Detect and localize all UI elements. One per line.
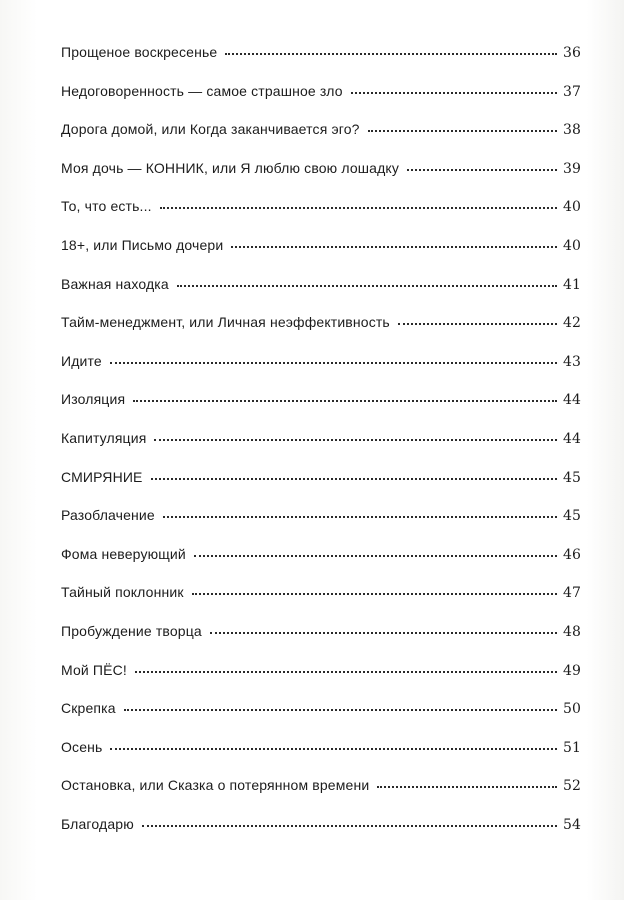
toc-entry-title: Тайм-менеджмент, или Личная неэффективность [61,314,390,331]
toc-entry [61,428,581,467]
toc-entry [61,274,581,313]
toc-entry [61,814,581,853]
toc-entry-title: Идите [61,352,102,369]
dot-leader [133,399,557,402]
toc-entry [61,81,581,120]
toc-entry [61,158,581,197]
toc-entry [61,544,581,583]
toc-entry [61,42,581,81]
toc-entry-page: 45 [563,469,582,486]
toc-entry [61,737,581,776]
dot-leader [135,670,557,673]
toc-entry-title: То, что есть... [61,198,152,215]
toc-entry-page: 42 [563,315,582,332]
toc-entry [61,505,581,544]
toc-entry-title: Разоблачение [61,507,155,524]
toc-entry-page: 41 [563,276,582,293]
dot-leader [351,91,557,94]
toc-entry [61,351,581,390]
toc-entry-page: 48 [563,623,582,640]
dot-leader [194,554,557,557]
dot-leader [142,824,557,827]
toc-entry [61,467,581,506]
dot-leader [110,747,557,750]
toc-entry-title: Недоговоренность — самое страшное зло [61,82,343,99]
toc-entry [61,698,581,737]
dot-leader [210,631,557,634]
dot-leader [192,592,557,595]
toc-entry-page: 44 [563,430,582,447]
toc-entry-title: Изоляция [61,391,126,408]
dot-leader [151,477,557,480]
table-of-contents [61,42,581,852]
toc-entry-title: Тайный поклонник [61,584,184,601]
toc-entry-title: Остановка, или Сказка о потерянном времени [61,777,370,794]
dot-leader [377,785,557,788]
dot-leader [398,322,557,325]
toc-entry [61,119,581,158]
toc-entry-title: Важная находка [61,275,169,292]
dot-leader [110,361,557,364]
toc-entry-page: 50 [563,701,582,718]
toc-entry-title: Фома неверующий [61,545,186,562]
dot-leader [163,515,557,518]
dot-leader [225,52,557,55]
toc-entry-page: 40 [563,237,582,254]
toc-entry-title: Дорога домой, или Когда заканчивается эго? [61,121,360,138]
dot-leader [368,129,557,132]
toc-entry-title: 18+, или Письмо дочери [61,236,224,253]
toc-entry-title: Капитуляция [61,429,147,446]
toc-entry [61,775,581,814]
toc-entry-page: 47 [563,585,582,602]
toc-entry-page: 36 [563,45,582,61]
dot-leader [177,284,557,287]
toc-entry-title: Пробуждение творца [61,622,202,639]
dot-leader [231,245,557,248]
dot-leader [154,438,557,441]
toc-entry-title: Скрепка [61,700,116,717]
toc-entry-page: 45 [563,508,582,525]
toc-entry [61,389,581,428]
toc-entry-title: Прощеное воскресенье [61,44,218,60]
toc-entry-page: 49 [563,662,582,679]
toc-entry-title: Моя дочь — КОННИК, или Я люблю свою лошадку [61,159,399,176]
dot-leader [124,708,557,711]
toc-entry-title: Благодарю [61,815,134,832]
toc-entry-page: 44 [563,392,582,409]
toc-entry-title: Осень [61,738,103,755]
toc-entry-page: 38 [563,122,582,139]
toc-entry [61,660,581,699]
toc-entry-page: 39 [563,160,582,177]
toc-entry [61,235,581,274]
toc-entry-title: Мой ПЁС! [61,661,127,678]
toc-entry-page: 43 [563,353,582,370]
dot-leader [160,206,557,209]
toc-entry-page: 51 [563,739,582,756]
toc-entry-page: 40 [563,199,582,216]
toc-entry-page: 52 [563,778,582,795]
toc-entry-page: 46 [563,546,582,563]
toc-entry [61,312,581,351]
toc-entry [61,582,581,621]
toc-entry [61,196,581,235]
toc-entry-page: 54 [563,816,582,833]
toc-entry-title: СМИРЯНИЕ [61,468,143,485]
toc-entry [61,621,581,660]
toc-entry-page: 37 [563,83,582,100]
dot-leader [407,168,557,171]
